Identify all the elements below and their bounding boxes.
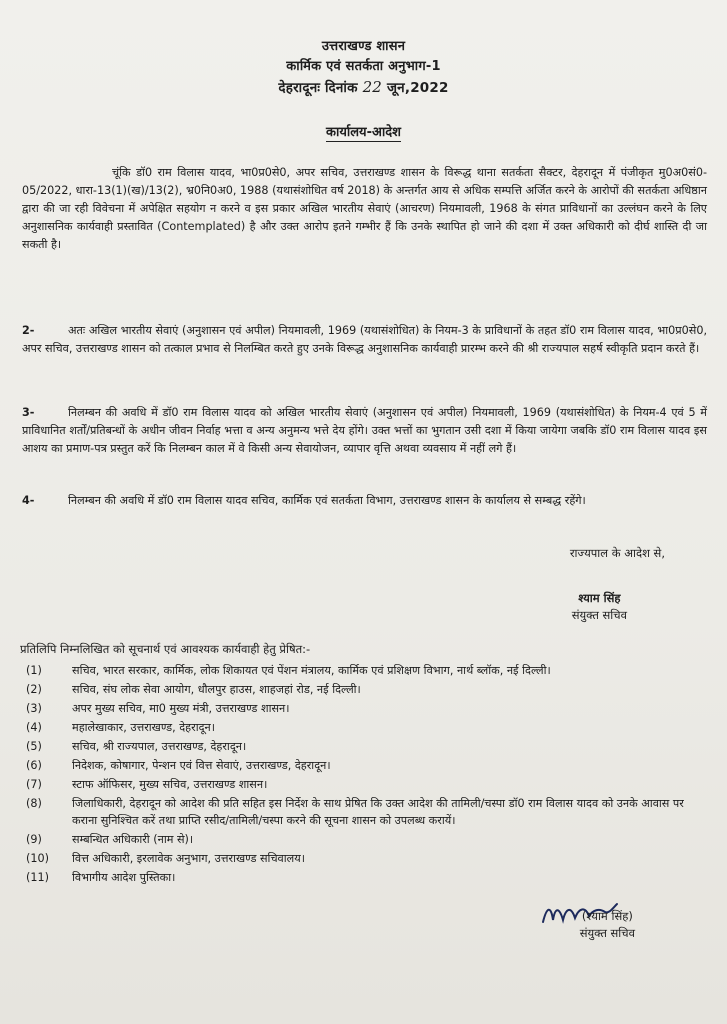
cc-list-item: (5) सचिव, श्री राज्यपाल, उत्तराखण्ड, देहरादून। — [26, 740, 247, 753]
cc-list-item: (9) सम्बन्धित अधिकारी (नाम से)। — [26, 833, 194, 846]
header-date-handwritten: 22 — [362, 78, 383, 96]
paragraph-2-number: 2- — [22, 324, 35, 337]
header-date-line — [0, 78, 727, 96]
paragraph-3-text: निलम्बन की अवधि में डॉ0 राम विलास यादव को अखिल भारतीय सेवाएं (अनुशासन एवं अपील) नियमावली, 1969 (यथासंशोधित) के नियम-4 एवं 5 में प्राविधानित शर्तों/प्रतिबन्धों के अधीन जीवन निर्वाह भत्ता व अन्य अनुमन्य भत्ते देय होंगे। उक्त भत्तों का भुगतान उसी दशा में किया जायेगा जबकि डॉ0 राम विलास यादव इस आशय का प्रमाण-पत्र प्रस्तुत करें कि निलम्बन काल में वे किसी अन्य सेवायोजन, व्यापार वृत्ति अथवा व्यवसाय में नहीं लगे हैं। — [22, 406, 707, 455]
cc-list-item: (11) विभागीय आदेश पुस्तिका। — [26, 871, 176, 884]
header-government: उत्तराखण्ड शासन — [321, 39, 406, 54]
cc-list-item: (4) महालेखाकार, उत्तराखण्ड, देहरादून। — [26, 721, 215, 734]
signatory-block — [572, 590, 627, 624]
paragraph-4-text: निलम्बन की अवधि में डॉ0 राम विलास यादव सचिव, कार्मिक एवं सतर्कता विभाग, उत्तराखण्ड शासन के कार्यालय से सम्बद्ध रहेंगे। — [68, 494, 586, 507]
paragraph-2 — [22, 322, 707, 358]
cc-list-item: (6) निदेशक, कोषागार, पेन्शन एवं वित्त सेवाएं, उत्तराखण्ड, देहरादून। — [26, 759, 331, 772]
cc-list-item: (7) स्टाफ ऑफिसर, मुख्य सचिव, उत्तराखण्ड शासन। — [26, 778, 268, 791]
paragraph-4 — [22, 492, 707, 510]
cc-list-item: (2) सचिव, संघ लोक सेवा आयोग, धौलपुर हाउस, शाहजहां रोड, नई दिल्ली। — [26, 683, 361, 696]
paragraph-3 — [22, 404, 707, 458]
signatory-name: श्याम सिंह — [578, 591, 621, 605]
paragraph-1 — [22, 164, 707, 254]
paragraph-3-number: 3- — [22, 406, 35, 419]
cc-list — [26, 662, 703, 888]
cc-list-item: (8) जिलाधिकारी, देहरादून को आदेश की प्रति सहित इस निर्देश के साथ प्रेषित कि उक्त आदेश की तामिली/चस्पा डॉ0 राम विलास यादव को उनके आवास पर कराना सुनिश्चित करें तथा प्राप्ति रसीद/तामिली/चस्पा करने की सूचना शासन को उपलब्ध करायें। — [26, 797, 684, 827]
paragraph-2-text: अतः अखिल भारतीय सेवाएं (अनुशासन एवं अपील) नियमावली, 1969 (यथासंशोधित) के नियम-3 के प्राविधानों के तहत डॉ0 राम विलास यादव, भा0प्र0से0, अपर सचिव, उत्तराखण्ड शासन को तत्काल प्रभाव से निलम्बित करते हुए उनके विरूद्ध अनुशासनिक कार्यवाही प्रारम्भ करने की श्री राज्यपाल सहर्ष स्वीकृति प्रदान करते हैं। — [22, 324, 707, 355]
by-order-line: राज्यपाल के आदेश से, — [569, 546, 665, 560]
header-date-prefix: देहरादूनः दिनांक — [278, 80, 358, 96]
cc-heading: प्रतिलिपि निम्नलिखित को सूचनार्थ एवं आवश्यक कार्यवाही हेतु प्रेषित:- — [20, 642, 311, 656]
signatory2-designation: संयुक्त सचिव — [579, 926, 635, 940]
signatory-designation: संयुक्त सचिव — [571, 608, 627, 622]
paragraph-1-text: चूंकि डॉ0 राम विलास यादव, भा0प्र0से0, अपर सचिव, उत्तराखण्ड शासन के विरूद्ध थाना सतर्कता सैक्टर, देहरादून में पंजीकृत मु0अ0सं0-05/2022, धारा-13(1)(ख)/13(2), भ्र0नि0अ0, 1988 (यथासंशोधित वर्ष 2018) के अन्तर्गत आय से अधिक सम्पत्ति अर्जित करने के आरोपों की सतर्कता अधिष्ठान द्वारा की जा रही विवेचना में अपेक्षित सहयोग न करने व इस प्रकार अखिल भारतीय सेवाएं (आचरण) नियमावली, 1968 के संगत प्राविधानों का उल्लंघन करने के लिए अनुशासनिक कार्यवाही प्रस्तावित (Contemplated) है और उक्त आरोप इतने गम्भीर हैं कि उनके स्थापित हो जाने की दशा में उक्त अधिकारी को दीर्घ शास्ति दी जा सकती है। — [22, 166, 707, 251]
cc-list-item: (1) सचिव, भारत सरकार, कार्मिक, लोक शिकायत एवं पेंशन मंत्रालय, कार्मिक एवं प्रशिक्षण विभाग, नार्थ ब्लॉक, नई दिल्ली। — [26, 664, 551, 677]
paragraph-4-number: 4- — [22, 494, 35, 507]
cc-list-item: (3) अपर मुख्य सचिव, मा0 मुख्य मंत्री, उत्तराखण्ड शासन। — [26, 702, 290, 715]
header-department: कार्मिक एवं सतर्कता अनुभाग-1 — [286, 59, 441, 74]
cc-list-item: (10) वित्त अधिकारी, इरलावेक अनुभाग, उत्तराखण्ड सचिवालय। — [26, 852, 305, 865]
header-date-suffix: जून,2022 — [386, 80, 449, 96]
signatory2-name: (श्याम सिंह) — [581, 909, 633, 923]
signatory2-block — [580, 908, 635, 942]
order-title: कार्यालय-आदेश — [325, 125, 402, 140]
